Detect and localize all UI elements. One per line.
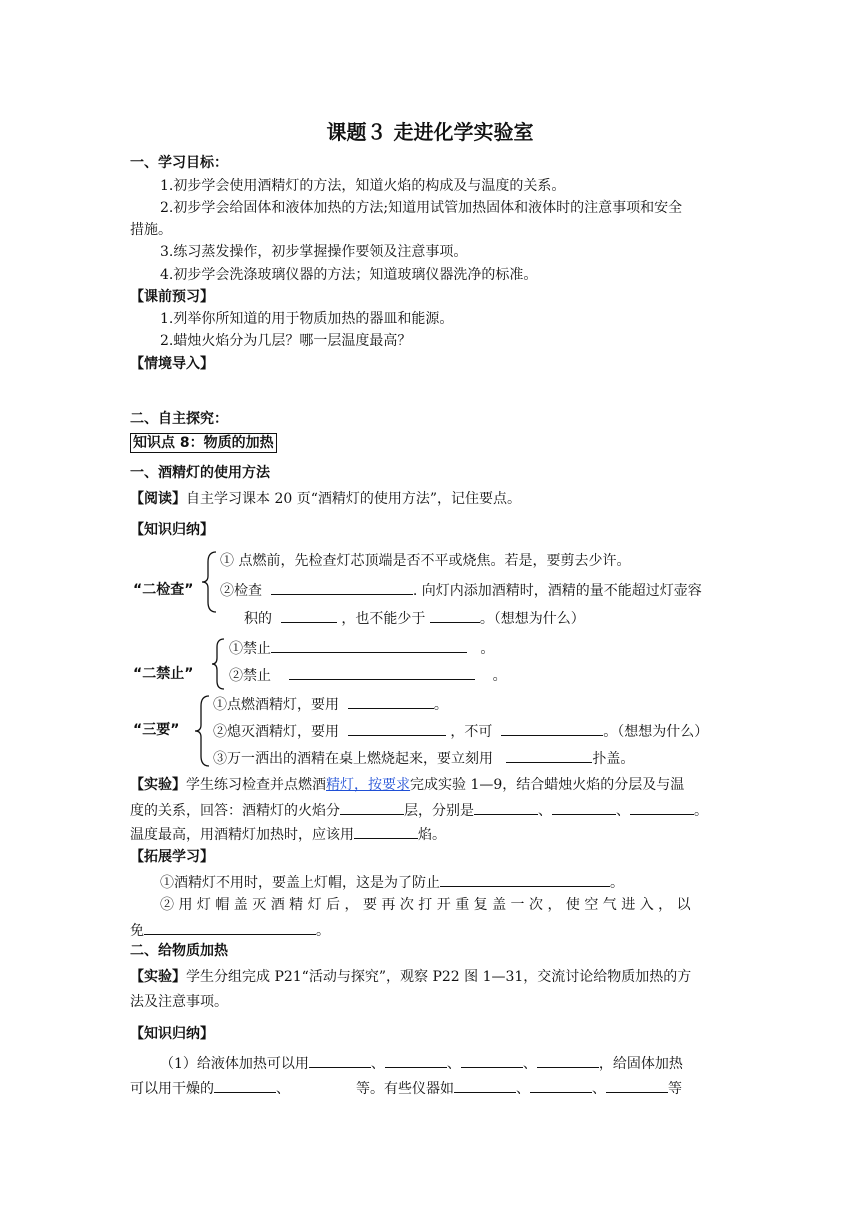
- answer-blank[interactable]: [354, 824, 418, 839]
- period: 。: [694, 803, 708, 819]
- subsection-heading-heating: 二、给物质加热: [130, 943, 228, 959]
- period: 。: [492, 668, 507, 684]
- preview-item: 2.蜡烛火焰分为几层？哪一层温度最高？: [160, 333, 412, 349]
- heating-text: 可以用干燥的: [130, 1081, 214, 1097]
- experiment-text: 温度最高，用酒精灯加热时，应该用: [130, 827, 354, 843]
- answer-blank[interactable]: [606, 1078, 668, 1093]
- experiment-text: 学生练习检查并点燃酒: [186, 777, 326, 793]
- check-item-2-text: ②检查: [220, 583, 262, 599]
- heating-line-2: [130, 1078, 682, 1098]
- brace-icon: [200, 550, 218, 614]
- answer-blank[interactable]: [340, 800, 404, 815]
- brace-icon: [210, 637, 226, 691]
- separator: 、: [446, 1056, 461, 1072]
- section-heading-explore: 二、自主探究：: [130, 411, 228, 427]
- must-item-2: [213, 721, 708, 741]
- answer-blank[interactable]: [461, 1053, 523, 1068]
- subsection-heading-lamp: 一、酒精灯的使用方法: [130, 465, 270, 481]
- must-item-1-text: ①点燃酒精灯，要用: [213, 697, 339, 713]
- experiment-text-cont: 完成实验 1—9，结合蜡烛火焰的分层及与温: [410, 777, 685, 793]
- experiment-text-cont: 层，分别是: [404, 803, 474, 819]
- extension-item-2-text: 免: [130, 923, 144, 939]
- answer-blank[interactable]: [506, 748, 592, 763]
- must-item-3-text: ③万一洒出的酒精在桌上燃烧起来，要立刻用: [213, 751, 493, 767]
- separator: 、: [538, 803, 552, 819]
- separator: 、: [276, 1081, 290, 1097]
- goal-item-continued: 措施。: [130, 222, 172, 238]
- extension-item-2: ② 用 灯 帽 盖 灭 酒 精 灯 后 ， 要 再 次 打 开 重 复 盖 一 次 ， 使 空 气 进 入 ， 以: [160, 897, 691, 913]
- period: 。: [316, 923, 330, 939]
- check-label: “二检查”: [133, 582, 194, 598]
- answer-blank[interactable]: [454, 1078, 516, 1093]
- extension-item-1: [160, 872, 624, 892]
- separator: 、: [370, 1056, 385, 1072]
- heating-line-1: [160, 1053, 683, 1073]
- goal-item: 1.初步学会使用酒精灯的方法，知道火焰的构成及与温度的关系。: [160, 178, 566, 194]
- must-item-2-text-cont: ，不可: [450, 724, 493, 740]
- answer-blank[interactable]: [281, 608, 337, 623]
- experiment-line-1: [130, 776, 684, 794]
- read-tag: 【阅读】: [130, 491, 186, 507]
- read-line: [130, 490, 521, 508]
- check-item-3-text-end: 。（想想为什么）: [479, 611, 585, 627]
- must-item-3: [213, 748, 634, 768]
- page-title: 课题３ 走进化学实验室: [326, 120, 534, 144]
- answer-blank[interactable]: [630, 800, 694, 815]
- experiment-2-line-2: 法及注意事项。: [130, 994, 228, 1010]
- experiment-tag: 【实验】: [130, 969, 186, 985]
- period: 。: [433, 697, 448, 713]
- extension-heading: 【拓展学习】: [130, 849, 214, 865]
- experiment-line-3: [130, 824, 446, 844]
- must-label: “三要”: [133, 722, 180, 738]
- read-text: 自主学习课本 20 页“酒精灯的使用方法”，记住要点。: [186, 491, 522, 507]
- answer-blank[interactable]: [430, 608, 480, 623]
- ban-label: “二禁止”: [133, 666, 194, 682]
- lamp-instructions-link[interactable]: 精灯，按要求: [326, 777, 410, 793]
- preview-heading: 【课前预习】: [130, 289, 214, 305]
- experiment-text-cont: 焰。: [418, 827, 446, 843]
- answer-blank[interactable]: [385, 1053, 447, 1068]
- ban-item-1: [229, 638, 494, 658]
- goal-item: 2.初步学会给固体和液体加热的方法;知道用试管加热固体和液体时的注意事项和安全: [160, 200, 683, 216]
- answer-blank[interactable]: [271, 580, 413, 595]
- check-item-2-text-cont: . 向灯内添加酒精时，酒精的量不能超过灯壶容: [412, 583, 702, 599]
- summary-2-heading: 【知识归纳】: [130, 1026, 214, 1042]
- check-item-3-text-cont: ，也不能少于: [341, 611, 426, 627]
- must-item-2-text-end: 。（想想为什么）: [603, 724, 709, 740]
- answer-blank[interactable]: [289, 665, 475, 680]
- goal-item: 3.练习蒸发操作，初步掌握操作要领及注意事项。: [160, 244, 468, 260]
- answer-blank[interactable]: [552, 800, 616, 815]
- period: 。: [610, 875, 624, 891]
- separator: 、: [616, 803, 630, 819]
- answer-blank[interactable]: [348, 694, 434, 709]
- ban-item-1-text: ①禁止: [229, 641, 271, 657]
- experiment-2-text: 学生分组完成 P21“活动与探究”，观察 P22 图 1—31，交流讨论给物质加热的方: [186, 969, 692, 985]
- must-item-3-text-cont: 扑盖。: [592, 751, 635, 767]
- separator: 、: [522, 1056, 537, 1072]
- answer-blank[interactable]: [537, 1053, 599, 1068]
- answer-blank[interactable]: [501, 721, 603, 736]
- goal-item: 4.初步学会洗涤玻璃仪器的方法；知道玻璃仪器洗净的标准。: [160, 267, 538, 283]
- check-item-3-text: 积的: [244, 611, 272, 627]
- heating-text-cont: 等。有些仪器如: [356, 1081, 454, 1097]
- extension-item-1-text: ①酒精灯不用时，要盖上灯帽，这是为了防止: [160, 875, 440, 891]
- preview-item: 1.列举你所知道的用于物质加热的器皿和能源。: [160, 311, 454, 327]
- experiment-2-line-1: [130, 968, 691, 986]
- heating-text-cont: ，给固体加热: [598, 1056, 683, 1072]
- answer-blank[interactable]: [309, 1053, 371, 1068]
- must-item-1: [213, 694, 448, 714]
- section-heading-goals: 一、学习目标：: [130, 155, 228, 171]
- period: 。: [480, 641, 495, 657]
- answer-blank[interactable]: [144, 920, 316, 935]
- knowledge-point-box: 知识点 8：物质的加热: [130, 433, 277, 453]
- answer-blank[interactable]: [271, 638, 467, 653]
- answer-blank[interactable]: [530, 1078, 592, 1093]
- check-item-2-cont: [244, 608, 585, 628]
- experiment-tag: 【实验】: [130, 777, 186, 793]
- intro-heading: 【情境导入】: [130, 356, 214, 372]
- answer-blank[interactable]: [214, 1078, 276, 1093]
- answer-blank[interactable]: [440, 872, 610, 887]
- separator: 、: [592, 1081, 606, 1097]
- must-item-2-text: ②熄灭酒精灯，要用: [213, 724, 339, 740]
- check-item-2: [220, 580, 702, 600]
- answer-blank[interactable]: [474, 800, 538, 815]
- separator: 、: [516, 1081, 530, 1097]
- heating-text-end: 等: [668, 1081, 682, 1097]
- answer-blank[interactable]: [348, 721, 446, 736]
- experiment-text: 度的关系，回答：酒精灯的火焰分: [130, 803, 340, 819]
- check-item-1: ① 点燃前，先检查灯芯顶端是否不平或烧焦。若是，要剪去少许。: [220, 553, 631, 569]
- ban-item-2: [229, 665, 507, 685]
- ban-item-2-text: ②禁止: [229, 668, 271, 684]
- heating-text: （1）给液体加热可以用: [160, 1056, 309, 1072]
- summary-heading: 【知识归纳】: [130, 522, 214, 538]
- knowledge-point-box-wrap: [130, 434, 277, 452]
- extension-item-2-cont: [130, 920, 330, 940]
- experiment-line-2: [130, 800, 708, 820]
- brace-icon: [193, 694, 211, 768]
